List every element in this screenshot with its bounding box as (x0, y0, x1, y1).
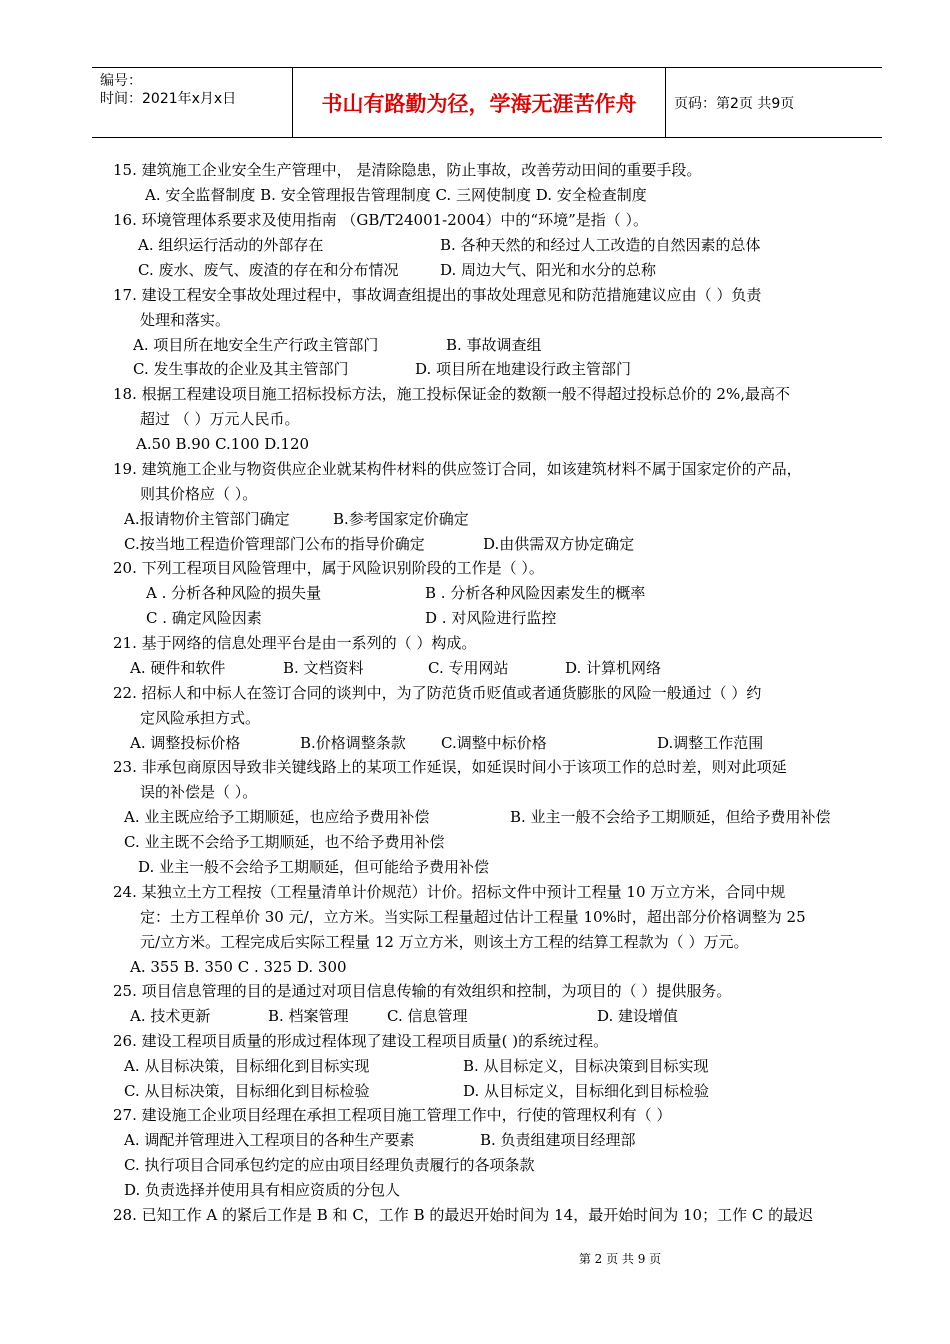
question-25: 25. 项目信息管理的目的是通过对项目信息传输的有效组织和控制，为项目的（ ）提供服务。 (113, 982, 732, 1000)
option-c: C.按当地工程造价管理部门公布的指导价确定 (124, 535, 425, 553)
question-17-continued: 处理和落实。 (140, 311, 231, 329)
question-20: 20. 下列工程项目风险管理中，属于风险识别阶段的工作是（ ）。 (113, 559, 544, 577)
question-23: 23. 非承包商原因导致非关键线路上的某项工作延误，如延误时间小于该项工作的总时差，则对此项延 (113, 758, 787, 776)
option-b: B. 各种天然的和经过人工改造的自然因素的总体 (440, 236, 761, 254)
option-a: A. 组织运行活动的外部存在 (138, 236, 324, 254)
question-24-options: A. 355 B. 350 C . 325 D. 300 (130, 958, 347, 976)
question-16: 16. 环境管理体系要求及使用指南 （GB/T24001-2004）中的“环境”是指（ ）。 (113, 211, 649, 229)
option-b: B.价格调整条款 (300, 734, 406, 752)
option-c: C. 信息管理 (387, 1007, 468, 1025)
option-a: A. 调整投标价格 (130, 734, 241, 752)
option-a: A. 硬件和软件 (130, 659, 226, 677)
question-22-continued: 定风险承担方式。 (140, 709, 261, 727)
option-a: A. 从目标决策，目标细化到目标实现 (124, 1057, 370, 1075)
question-18: 18. 根据工程建设项目施工招标投标方法，施工投标保证金的数额一般不得超过投标总价的 2%,最高不 (113, 385, 790, 403)
question-15: 15. 建筑施工企业安全生产管理中， 是清除隐患，防止事故，改善劳动田间的重要手段。 (113, 161, 702, 179)
option-c: C. 专用网站 (428, 659, 509, 677)
question-24-continued: 定：土方工程单价 30 元/，立方米。当实际工程量超过估计工程量 10%时，超出部分价格调整为 25 (140, 908, 806, 926)
option-b: B. 档案管理 (268, 1007, 349, 1025)
option-d: D. 负责选择并使用具有相应资质的分包人 (124, 1181, 401, 1199)
option-d: D. 周边大气、阳光和水分的总称 (440, 261, 657, 279)
question-21: 21. 基于网络的信息处理平台是由一系列的（ ）构成。 (113, 634, 477, 652)
option-d: D. 计算机网络 (565, 659, 662, 677)
question-28: 28. 已知工作 A 的紧后工作是 B 和 C，工作 B 的最迟开始时间为 14，最开始时间为 10；工作 C 的最迟 (113, 1206, 814, 1224)
option-a: A.报请物价主管部门确定 (124, 510, 290, 528)
option-b: B. 负责组建项目经理部 (480, 1131, 636, 1149)
option-c: C. 业主既不会给予工期顺延，也不给予费用补偿 (124, 833, 445, 851)
question-23-continued: 误的补偿是（ ）。 (140, 783, 258, 801)
option-d: D . 对风险进行监控 (425, 609, 557, 627)
document-time-label: 时间：2021年x月x日 (100, 91, 237, 107)
header-motto: 书山有路勤为径，学海无涯苦作舟 (292, 68, 666, 137)
option-d: D. 建设增值 (597, 1007, 679, 1025)
question-19-continued: 则其价格应（ ）。 (140, 485, 258, 503)
question-18-continued: 超过 （ ）万元人民币。 (140, 410, 300, 428)
option-a: A. 调配并管理进入工程项目的各种生产要素 (124, 1131, 415, 1149)
option-c: C. 发生事故的企业及其主管部门 (133, 360, 349, 378)
option-c: C. 废水、废气、废渣的存在和分布情况 (138, 261, 399, 279)
option-b: B. 文档资料 (283, 659, 364, 677)
option-b: B . 分析各种风险因素发生的概率 (425, 584, 646, 602)
question-24-continued: 元/立方米。工程完成后实际工程量 12 万立方米，则该土方工程的结算工程款为（ ）万元。 (140, 933, 749, 951)
question-15-options: A. 安全监督制度 B. 安全管理报告管理制度 C. 三网使制度 D. 安全检查制度 (145, 186, 647, 204)
option-b: B. 从目标定义，目标决策到目标实现 (463, 1057, 709, 1075)
page-footer: 第 2 页 共 9 页 (578, 1252, 662, 1266)
option-d: D. 从目标定义，目标细化到目标检验 (463, 1082, 710, 1100)
option-a: A. 业主既应给予工期顺延，也应给予费用补偿 (124, 808, 430, 826)
option-d: D.调整工作范围 (657, 734, 764, 752)
question-26: 26. 建设工程项目质量的形成过程体现了建设工程项目质量( )的系统过程。 (113, 1032, 609, 1050)
option-d: D.由供需双方协定确定 (483, 535, 635, 553)
question-19: 19. 建筑施工企业与物资供应企业就某构件材料的供应签订合同，如该建筑材料不属于国家定价的产品， (113, 460, 802, 478)
document-number-label: 编号： (100, 73, 142, 89)
question-24: 24. 某独立土方工程按（工程量清单计价规范）计价。招标文件中预计工程量 10 万立方米，合同中规 (113, 883, 786, 901)
option-a: A. 项目所在地安全生产行政主管部门 (133, 336, 379, 354)
option-c: C . 确定风险因素 (146, 609, 262, 627)
option-b: B. 业主一般不会给予工期顺延，但给予费用补偿 (510, 808, 831, 826)
header-page-number: 页码：第2页 共9页 (674, 95, 795, 112)
option-b: B. 事故调查组 (446, 336, 542, 354)
question-22: 22. 招标人和中标人在签订合同的谈判中，为了防范货币贬值或者通货膨胀的风险一般通过（ ）约 (113, 684, 762, 702)
option-b: B.参考国家定价确定 (333, 510, 469, 528)
option-a: A. 技术更新 (130, 1007, 211, 1025)
option-d: D. 项目所在地建设行政主管部门 (415, 360, 632, 378)
option-c: C. 从目标决策，目标细化到目标检验 (124, 1082, 370, 1100)
option-a: A . 分析各种风险的损失量 (146, 584, 322, 602)
question-27: 27. 建设施工企业项目经理在承担工程项目施工管理工作中，行使的管理权利有（ ） (113, 1106, 672, 1124)
option-d: D. 业主一般不会给予工期顺延，但可能给予费用补偿 (138, 858, 490, 876)
question-18-options: A.50 B.90 C.100 D.120 (136, 435, 310, 453)
question-17: 17. 建设工程安全事故处理过程中，事故调查组提出的事故处理意见和防范措施建议应由（ ）负责 (113, 286, 762, 304)
option-c: C.调整中标价格 (441, 734, 547, 752)
option-c: C. 执行项目合同承包约定的应由项目经理负责履行的各项条款 (124, 1156, 535, 1174)
